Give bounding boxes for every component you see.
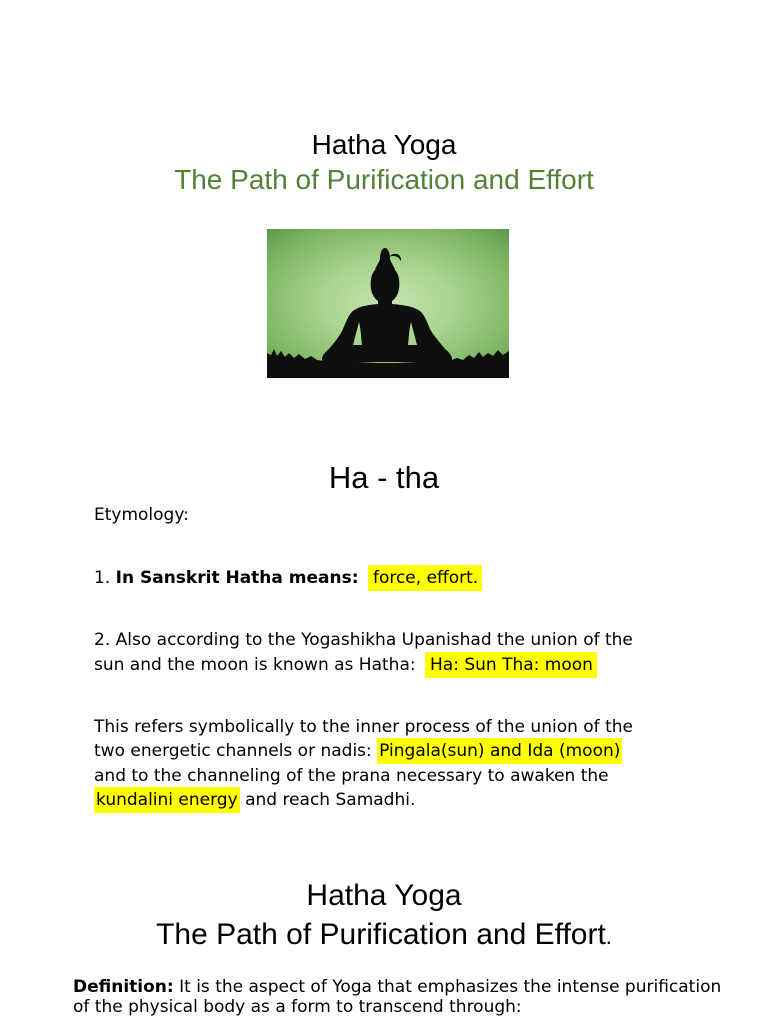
definition-line-2: of the physical body as a form to transcend through:: [73, 996, 522, 1017]
page-header: [0, 127, 768, 197]
list-item-2: [94, 628, 633, 678]
list-item-2-number: 2.: [94, 630, 111, 650]
section-heading: [0, 459, 768, 497]
hero-image: [267, 229, 509, 378]
hero-image-graphic: [267, 229, 509, 378]
list-item-2-line-2: [94, 653, 633, 678]
list-item-2-text-1: Also according to the Yogashikha Upanishad the union of the: [115, 630, 633, 650]
definition-line-1: [73, 978, 721, 998]
definition-title: Hatha Yoga: [306, 879, 462, 912]
etymology-label: Etymology:: [94, 505, 189, 525]
paragraph-line-3: and to the channeling of the prana necessary to awaken the: [94, 765, 609, 786]
definition-subtitle: The Path of Purification and Effort: [156, 918, 606, 951]
definition-header: [0, 876, 768, 956]
list-item-2-line-1: [94, 628, 633, 653]
section-heading-text: Ha - tha: [328, 460, 440, 495]
explanation-paragraph: [94, 715, 633, 812]
definition-text: [73, 978, 721, 1017]
list-item-1-lead: In Sanskrit Hatha means:: [115, 568, 359, 588]
list-item-1-highlight: force, effort.: [368, 565, 482, 591]
paragraph-line-4-highlight: kundalini energy: [94, 787, 240, 813]
paragraph-line-4: [94, 788, 633, 812]
list-item-2-highlight: Ha: Sun Tha: moon: [425, 652, 597, 678]
list-item-1: [94, 566, 482, 590]
list-item-1-number: 1.: [94, 568, 111, 588]
paragraph-line-2-highlight: Pingala(sun) and Ida (moon): [377, 738, 622, 764]
paragraph-line-2: [94, 739, 633, 763]
definition-subtitle-period: .: [605, 924, 612, 949]
definition-line-1-text: It is the aspect of Yoga that emphasizes the intense purification: [179, 977, 722, 997]
paragraph-line-2-text: two energetic channels or nadis:: [94, 741, 372, 762]
definition-subtitle-line: [0, 915, 768, 956]
page-title: Hatha Yoga: [311, 129, 457, 160]
page-subtitle: The Path of Purification and Effort: [174, 164, 594, 195]
definition-label: Definition:: [73, 977, 174, 997]
paragraph-line-1: This refers symbolically to the inner process of the union of the: [94, 717, 633, 737]
list-item-2-text-2: sun and the moon is known as Hatha:: [94, 655, 416, 675]
paragraph-line-4-text: and reach Samadhi.: [245, 789, 416, 810]
